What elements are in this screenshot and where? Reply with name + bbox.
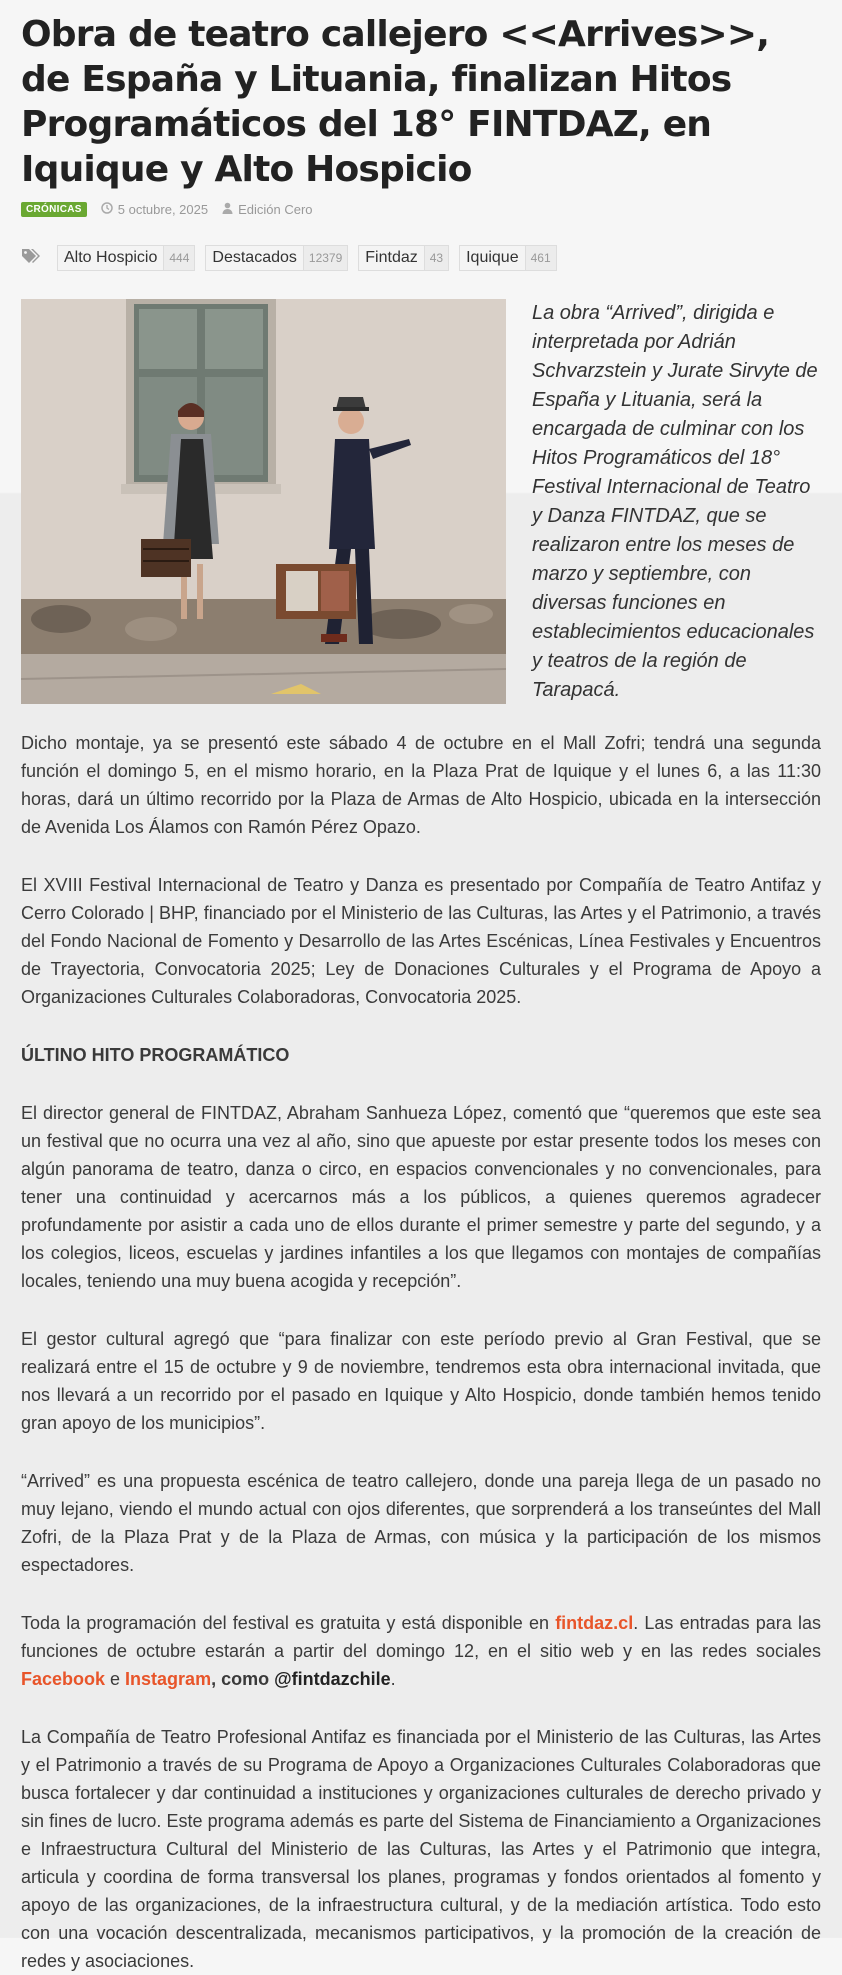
article — [21, 0, 821, 1975]
author-meta[interactable] — [222, 202, 312, 217]
article-date: 5 octubre, 2025 — [117, 202, 209, 217]
tags-icon — [21, 248, 41, 269]
body-paragraph: El director general de FINTDAZ, Abraham Sanhueza López, comentó que “queremos que este sea un festival que no ocurra una vez al año, sino que apueste por estar presente todos los meses con algún panorama de teatro, danza o circo, en espacios convencionales y no convencionales, para tener una continuidad y acercarnos más a los públicos, a quienes queremos agradecer profundamente por asistir a cada uno de ellos durante el primer semestre y parte del segundo, y a los colegios, liceos, escuelas y jardines infantiles a los que llegamos con montajes de compañías locales, teniendo una muy buena acogida y recepción”. — [21, 1103, 821, 1291]
text-segment: Toda la programación del festival es gratuita y está disponible en — [21, 1613, 556, 1633]
tag-count: 444 — [163, 246, 194, 270]
tag-count: 461 — [525, 246, 556, 270]
tag-label: Alto Hospicio — [64, 249, 158, 266]
tag-label: Fintdaz — [365, 249, 418, 266]
tag-fintdaz[interactable] — [358, 245, 449, 271]
social-handle: @fintdazchile — [274, 1669, 391, 1689]
fintdaz-site-link[interactable]: fintdaz.cl — [555, 1613, 634, 1633]
article-body — [21, 729, 821, 1975]
tag-list — [21, 245, 821, 271]
tag-label: Destacados — [212, 249, 297, 266]
article-author[interactable]: Edición Cero — [238, 202, 313, 217]
tag-count: 12379 — [303, 246, 347, 270]
text-segment: e — [105, 1669, 126, 1689]
article-title: Obra de teatro callejero <<Arrives>>, de España y Lituania, finalizan Hitos Programáticos del 18° FINTDAZ, en Iquique y Alto Hospicio — [21, 14, 770, 190]
tag-alto-hospicio[interactable] — [57, 245, 195, 271]
user-icon — [222, 202, 233, 217]
body-paragraph: “Arrived” es una propuesta escénica de teatro callejero, donde una pareja llega de un pasado no muy lejano, viendo el mundo actual con ojos diferentes, que sorprenderá a los transeúntes del Mall Zofri, de la Plaza Prat y de la Plaza de Armas, con música y la participación de los mismos espectadores. — [21, 1471, 821, 1575]
tag-iquique[interactable] — [459, 245, 557, 271]
article-meta — [21, 202, 821, 217]
tag-destacados[interactable] — [205, 245, 348, 271]
instagram-link[interactable]: Instagram — [125, 1669, 212, 1689]
lead-section — [21, 299, 821, 705]
clock-icon — [101, 202, 113, 217]
body-paragraph: Dicho montaje, ya se presentó este sábado 4 de octubre en el Mall Zofri; tendrá una segunda función el domingo 5, en el mismo horario, en la Plaza Prat de Iquique y el lunes 6, a las 11:30 horas, dará un último recorrido por la Plaza de Armas de Alto Hospicio, ubicada en la intersección de Avenida Los Álamos con Ramón Pérez Opazo. — [21, 733, 821, 837]
category-badge[interactable]: CRÓNICAS — [21, 202, 87, 217]
body-paragraph: El XVIII Festival Internacional de Teatro y Danza es presentado por Compañía de Teatro Antifaz y Cerro Colorado | BHP, financiado por el Ministerio de las Culturas, las Artes y el Patrimonio, a través del Fondo Nacional de Fomento y Desarrollo de las Artes Escénicas, Línea Festivales y Encuentros de Trayectoria, Convocatoria 2025; Ley de Donaciones Culturales y el Programa de Apoyo a Organizaciones Culturales Colaboradoras, Convocatoria 2025. — [21, 875, 821, 1007]
text-segment: , como — [211, 1669, 275, 1689]
featured-photo[interactable] — [21, 299, 506, 704]
facebook-link[interactable]: Facebook — [21, 1669, 106, 1689]
tag-count: 43 — [424, 246, 448, 270]
tag-label: Iquique — [466, 249, 519, 266]
section-subheading: ÚLTINO HITO PROGRAMÁTICO — [21, 1045, 290, 1065]
body-paragraph-links — [21, 1609, 821, 1693]
body-paragraph: La Compañía de Teatro Profesional Antifaz es financiada por el Ministerio de las Culturas, las Artes y el Patrimonio a través de su Programa de Apoyo a Organizaciones Culturales Colaboradoras que busca fortalecer y dar continuidad a instituciones y organizaciones culturales de derecho privado y sin fines de lucro. Este programa además es parte del Sistema de Financiamiento a Organizaciones e Infraestructura Cultural del Ministerio de las Culturas, las Artes y el Patrimonio que integra, articula y coordina de forma transversal los planes, programas y fondos orientados al fomento y apoyo de las organizaciones, de la infraestructura cultural, y de la mediación artística. Todo esto con una vocación descentralizada, mecanismos participativos, y la promoción de la creación de redes y asociaciones. — [21, 1727, 821, 1971]
text-segment: . — [390, 1669, 396, 1689]
date-meta — [101, 202, 208, 217]
lead-paragraph: La obra “Arrived”, dirigida e interpretada por Adrián Schvarzstein y Jurate Sirvyte de España y Lituania, será la encargada de culminar con los Hitos Programáticos del 18° Festival Internacional de Teatro y Danza FINTDAZ, que se realizaron entre los meses de marzo y septiembre, con diversas funciones en establecimientos educacionales y teatros de la región de Tarapacá. — [532, 302, 818, 701]
text-segment: . Las entradas para las funciones de octubre estarán a partir del domingo 12, en el sitio web y en las redes sociales — [21, 1613, 821, 1661]
body-paragraph: El gestor cultural agregó que “para finalizar con este período previo al Gran Festival, que se realizará entre el 15 de octubre y 9 de noviembre, tendremos esta obra internacional invitada, que nos llevará a un recorrido por el pasado en Iquique y Alto Hospicio, donde también hemos tenido gran apoyo de los municipios”. — [21, 1329, 821, 1433]
street-performers-image — [21, 299, 506, 704]
